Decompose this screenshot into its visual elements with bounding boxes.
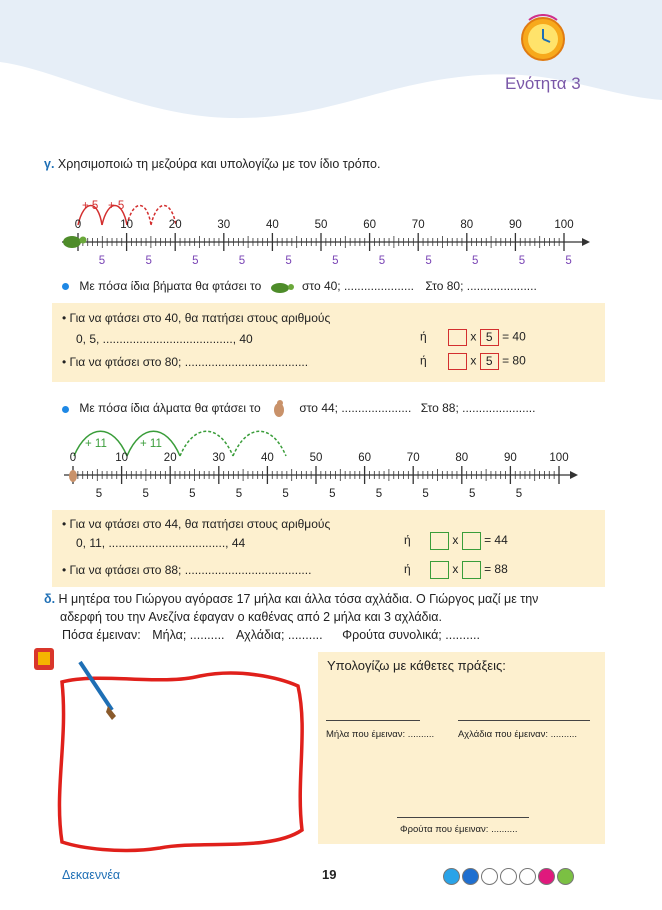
progress-dots	[443, 868, 576, 888]
page-number: 19	[322, 867, 337, 882]
progress-dot	[538, 868, 555, 885]
footer-title: Δεκαεννέα	[62, 868, 121, 882]
tick-label: 60	[363, 219, 376, 231]
step-label: 5	[238, 255, 246, 267]
q1-end: Στο 80; .....................	[425, 279, 537, 293]
progress-dot	[557, 868, 574, 885]
tick-label: 40	[261, 452, 274, 464]
panel2-row3: • Για να φτάσει στο 88; ......................................	[62, 563, 312, 577]
jump-label-a: + 5	[82, 200, 99, 212]
section-d-line3: Πόσα έμειναν: Μήλα; .......... Αχλάδια; .......... Φρούτα συνολικά; ..........	[62, 628, 480, 642]
answer-box[interactable]	[462, 532, 481, 550]
jump-label-d: + 11	[140, 438, 162, 450]
calc-title: Υπολογίζω με κάθετες πράξεις:	[327, 658, 506, 673]
answer-box[interactable]	[448, 329, 467, 346]
step-label: 5	[98, 255, 106, 267]
progress-dot	[443, 868, 460, 885]
turtle-icon	[63, 236, 87, 248]
section-d-line1: δ. Η μητέρα του Γιώργου αγόρασε 17 μήλα και άλλα τόσα αχλάδια. Ο Γιώργος μαζί με την	[44, 592, 539, 606]
instruction-g	[44, 157, 380, 171]
panel1-eq80: ή x 5 = 80	[420, 353, 526, 368]
answer-box[interactable]	[448, 353, 467, 370]
tick-label: 30	[212, 452, 226, 464]
jump-label-b: + 5	[108, 200, 125, 212]
progress-dot	[481, 868, 498, 885]
q2-end: Στο 88; ......................	[420, 401, 536, 416]
tick-label: 10	[120, 219, 133, 231]
progress-dot	[519, 868, 536, 885]
tick-label: 50	[314, 219, 328, 231]
panel2-row1: • Για να φτάσει στο 44, θα πατήσει στους αριθμούς	[62, 517, 331, 531]
bullet-icon	[62, 406, 69, 413]
answer-box[interactable]	[430, 532, 449, 550]
question-2	[62, 399, 535, 419]
panel2-eq88: ή x = 88	[404, 561, 508, 579]
answer-box[interactable]	[462, 561, 481, 579]
step-label: 5	[565, 255, 572, 267]
step-label: 5	[472, 255, 479, 267]
tick-label: 70	[406, 452, 420, 464]
tick-label: 10	[115, 452, 128, 464]
fruits-line	[397, 817, 529, 818]
tick-label: 100	[554, 219, 574, 231]
bullet-icon	[62, 283, 69, 290]
panel1-row1: • Για να φτάσει στο 40, θα πατήσει στους αριθμούς	[62, 311, 331, 325]
progress-dot	[500, 868, 517, 885]
answer-box[interactable]	[430, 561, 449, 579]
step-label: 5	[469, 488, 476, 500]
step-label: 5	[192, 255, 199, 267]
tick-label: 50	[309, 452, 323, 464]
q2-mid: στο 44; .....................	[299, 401, 412, 416]
panel1-eq40: ή x 5 = 40	[420, 329, 526, 344]
tick-label: 100	[549, 452, 569, 464]
q2-prefix: Με πόσα ίδια άλματα θα φτάσει το	[79, 401, 261, 416]
q1-mid: στο 40; .....................	[301, 279, 414, 293]
step-label: 5	[332, 255, 339, 267]
fruits-left: Φρούτα που έμειναν: ..........	[400, 824, 518, 835]
step-label: 5	[145, 255, 152, 267]
step-label: 5	[329, 488, 336, 500]
step-label: 5	[285, 255, 292, 267]
apples-left: Μήλα που έμειναν: ..........	[326, 729, 435, 740]
step-label: 5	[95, 488, 103, 500]
step-label: 5	[189, 488, 196, 500]
progress-dot	[462, 868, 479, 885]
brush-icon	[80, 662, 112, 710]
tick-label: 30	[217, 219, 231, 231]
calc-panel	[318, 652, 605, 844]
panel2-row2: 0, 11, ..................................., 44	[76, 536, 246, 550]
pears-left: Αχλάδια που έμειναν: ..........	[458, 729, 578, 740]
clock-icon	[519, 14, 567, 62]
step-label: 5	[375, 488, 383, 500]
number-line-2	[0, 418, 662, 503]
tick-label: 70	[411, 219, 425, 231]
tick-label: 90	[509, 219, 522, 231]
step-label: 5	[378, 255, 386, 267]
panel1-row3: • Για να φτάσει στο 80; .....................................	[62, 355, 309, 369]
tick-label: 80	[455, 452, 469, 464]
tick-label: 60	[358, 452, 371, 464]
number-line-1	[0, 185, 662, 270]
section-d-line2: αδερφή του την Ανεζίνα έφαγαν ο καθένας από 2 μήλα και 3 αχλάδια.	[60, 610, 442, 624]
unit-title: Ενότητα 3	[505, 74, 581, 93]
section-letter-g: γ.	[44, 157, 55, 171]
pears-line	[458, 720, 590, 721]
tick-label: 20	[163, 452, 177, 464]
step-label: 5	[282, 488, 289, 500]
instruction-text: Χρησιμοποιώ τη μεζούρα και υπολογίζω με τον ίδιο τρόπο.	[57, 157, 381, 171]
tick-label: 0	[69, 452, 77, 464]
turtle-icon	[268, 280, 296, 294]
tick-label: 20	[168, 219, 182, 231]
tick-label: 80	[460, 219, 474, 231]
kangaroo-icon	[69, 470, 77, 482]
jump-label-c: + 11	[85, 438, 107, 450]
step-label: 5	[518, 255, 526, 267]
step-label: 5	[515, 488, 523, 500]
question-1	[62, 279, 537, 294]
step-label: 5	[422, 488, 429, 500]
q1-prefix: Με πόσα ίδια βήματα θα φτάσει το	[79, 279, 262, 293]
tick-label: 90	[504, 452, 517, 464]
step-label: 5	[142, 488, 149, 500]
step-label: 5	[425, 255, 432, 267]
tick-label: 40	[266, 219, 279, 231]
kangaroo-icon	[268, 399, 292, 419]
panel1-row2: 0, 5, ......................................., 40	[76, 332, 253, 346]
step-label: 5	[235, 488, 243, 500]
section-letter-d: δ.	[44, 592, 56, 606]
panel2-eq44: ή x = 44	[404, 532, 508, 550]
tick-label: 0	[74, 219, 82, 231]
drawing-frame[interactable]	[50, 660, 308, 860]
apples-line	[326, 720, 420, 721]
